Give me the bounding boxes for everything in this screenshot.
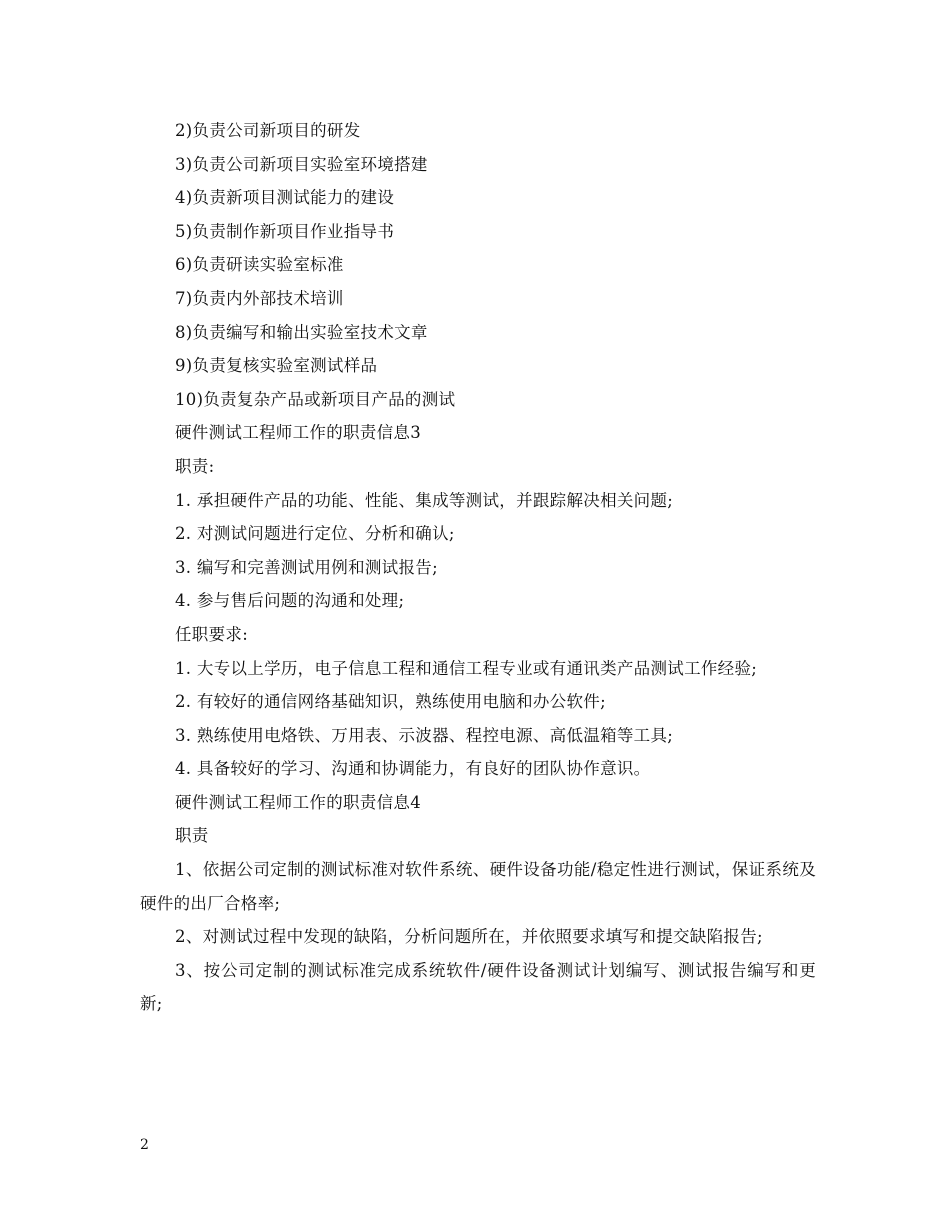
list-item: 3. 熟练使用电烙铁、万用表、示波器、程控电源、高低温箱等工具; <box>175 725 674 745</box>
list-item: 4. 具备较好的学习、沟通和协调能力，有良好的团队协作意识。 <box>175 759 651 779</box>
list-item: 6)负责研读实验室标准 <box>175 255 344 275</box>
list-item: 3、按公司定制的测试标准完成系统软件/硬件设备测试计划编写、测试报告编写和更新; <box>140 960 816 1014</box>
list-item: 3)负责公司新项目实验室环境搭建 <box>175 154 428 174</box>
list-item: 2)负责公司新项目的研发 <box>175 121 361 140</box>
subsection-label: 职责: <box>175 456 215 476</box>
document-body <box>140 114 816 1021</box>
section-heading: 硬件测试工程师工作的职责信息3 <box>175 423 421 443</box>
section-heading: 硬件测试工程师工作的职责信息4 <box>175 792 421 812</box>
list-item: 4. 参与售后问题的沟通和处理; <box>175 591 405 611</box>
list-item: 1. 承担硬件产品的功能、性能、集成等测试，并跟踪解决相关问题; <box>175 490 674 510</box>
subsection-label: 任职要求: <box>175 624 249 644</box>
subsection-label: 职责 <box>175 826 209 846</box>
list-item: 2、对测试过程中发现的缺陷，分析问题所在，并依照要求填写和提交缺陷报告; <box>175 927 763 947</box>
list-item: 3. 编写和完善测试用例和测试报告; <box>175 557 438 577</box>
list-item: 9)负责复核实验室测试样品 <box>175 356 378 376</box>
list-item: 10)负责复杂产品或新项目产品的测试 <box>175 389 456 409</box>
list-item: 5)负责制作新项目作业指导书 <box>175 221 395 241</box>
page-number: 2 <box>140 1137 149 1153</box>
list-item: 1. 大专以上学历，电子信息工程和通信工程专业或有通讯类产品测试工作经验; <box>175 658 758 678</box>
list-item: 2. 有较好的通信网络基础知识，熟练使用电脑和办公软件; <box>175 692 606 712</box>
list-item: 1、依据公司定制的测试标准对软件系统、硬件设备功能/稳定性进行测试，保证系统及硬件的出厂合格率; <box>140 860 816 913</box>
list-item: 8)负责编写和输出实验室技术文章 <box>175 322 428 342</box>
list-item: 2. 对测试问题进行定位、分析和确认; <box>175 524 455 544</box>
list-item: 4)负责新项目测试能力的建设 <box>175 188 395 208</box>
list-item: 7)负责内外部技术培训 <box>175 288 344 308</box>
